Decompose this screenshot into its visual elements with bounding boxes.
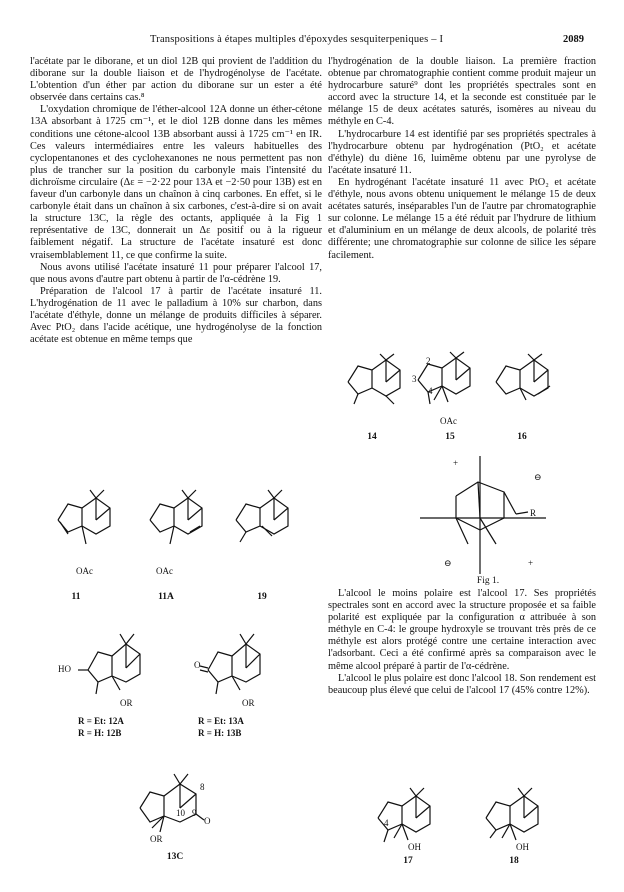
paragraph: L'alcool le plus polaire est donc l'alcool 18. Son rendement est beaucoup plus élevé que celui de l'alcool 17 (45% contre 12%).: [328, 672, 596, 696]
locant-4: 4: [384, 818, 389, 828]
structure-label: 17: [403, 856, 413, 866]
substituent-oac: OAc: [440, 416, 457, 426]
structure-18: [476, 788, 556, 848]
octant-sign: +: [528, 558, 534, 568]
page-number: 2089: [563, 34, 584, 45]
paragraph: l'hydrogénation de la double liaison. La première fraction obtenue par chromatographie contient comme produit majeur un hydrocarbure saturé⁹ dont les propriétés spectrales sont en accord avec la structure 14, et la seconde est constituée par le mélange 15 de deux acétates saturés, isomères au niveau du méthyle en C-4.: [328, 56, 596, 128]
figure-caption: Fig 1.: [476, 576, 500, 586]
running-header: [0, 34, 624, 50]
structure-label: 13C: [166, 852, 184, 862]
substituent-ho: HO: [58, 664, 71, 674]
substituent-or: OR: [150, 834, 163, 844]
octant-sign: ⊖: [444, 558, 452, 568]
locant-2: 2: [426, 356, 431, 366]
paragraph: Préparation de l'alcool 17 à partir de l'acétate insaturé 11. L'hydrogénation de 11 avec le palladium à 10% sur charbon, dans l'acétate d'éthyle, donne un mélange de produits difficiles à séparer. Avec PtO₂ dans l'acide acétique, une hydrogénolyse de la fonction acétate est obtenue en même temps que: [30, 285, 322, 346]
right-column: [328, 56, 596, 262]
structure-label: 14: [367, 432, 377, 442]
structure-label: 19: [257, 592, 267, 602]
right-column-lower: [328, 588, 596, 697]
octant-sign: +: [453, 458, 459, 468]
structure-label: R = H: 13B: [198, 728, 242, 738]
locant-9: 9: [192, 808, 197, 818]
structure-19: [226, 486, 296, 556]
paragraph: L'oxydation chromique de l'éther-alcool 12A donne un éther-cétone 13A absorbant à 1725 cm⁻¹, et le diol 12B donne dans les mêmes conditions une cétone-alcool 13B absorbant aussi à 1725 cm⁻¹ en IR. Ces valeurs intermédiaires entre les valeurs habituelles des cyclopentanones et des cyclohexanones ne nous permettent pas non plus de trancher sur la position du carbonyle mais l'intensité du dichroïsme circulaire (Δε = −2·22 pour 13A et −2·50 pour 13B) est en faveur d'un carbonyle dans un chaînon à cinq carbones. En effet, si le carbonyle était dans un chaînon à six carbones, c'est-à-dire si on avait la structure 13C, la règle des octants, appliquée à la Fig 1 représentative de 13C, donnerait un Δε positif ou à la rigueur faiblement négatif. La structure de l'acétate insaturé est donc vraisemblablement 11, ce que confirme la suite.: [30, 104, 322, 261]
structure-label: 16: [517, 432, 527, 442]
structure-label: 11: [71, 592, 81, 602]
structure-label: R = H: 12B: [78, 728, 122, 738]
carbonyl-oxygen: O: [194, 660, 201, 670]
running-title: Transpositions à étapes multiples d'époxydes sesquiterpeniques – I: [150, 34, 444, 45]
structure-14: [340, 352, 406, 412]
structure-label: 11A: [158, 592, 174, 602]
locant-4: 4: [428, 386, 433, 396]
paragraph: L'hydrocarbure 14 est identifié par ses propriétés spectrales à l'hydrocarbure obtenu par hydrogénation (PtO₂ et acétate d'éthyle) du diène 16, luimême obtenu par une pyrolyse de l'acétate insaturé 11.: [328, 128, 596, 176]
structure-13: [194, 626, 274, 706]
paragraph: L'alcool le moins polaire est l'alcool 17. Ses propriétés spectrales sont en accord avec la structure proposée et sa faible polarité est expliquée par la configuration α attribuée à son méthyle en C-4: le groupe hydroxyle se trouvant très près de ce méthyle est alors protégé contre une certaine interaction avec l'adsorbant. Ceci a été confirmé après sa comparaison avec le même alcool préparé à partir de l'α-cédrène.: [328, 588, 596, 672]
substituent-oh: OH: [516, 842, 529, 852]
structure-12: [74, 626, 154, 706]
locant-10: 10: [176, 808, 185, 818]
structure-16: [488, 352, 558, 412]
structure-label: R = Et: 13A: [198, 716, 244, 726]
substituent-oh: OH: [408, 842, 421, 852]
structure-label: R = Et: 12A: [78, 716, 124, 726]
paragraph: Nous avons utilisé l'acétate insaturé 11 pour préparer l'alcool 17, que nous avons d'autre part obtenu à partir de l'α-cédrène 19.: [30, 261, 322, 285]
structure-label: 15: [445, 432, 455, 442]
locant-3: 3: [412, 374, 417, 384]
r-group-label: R: [530, 508, 537, 518]
structure-11a: [140, 486, 210, 556]
octant-sign: ⊖: [534, 472, 542, 482]
substituent-or: OR: [120, 698, 133, 708]
substituent-oac: OAc: [76, 566, 93, 576]
structure-label: 18: [509, 856, 519, 866]
structure-13c: [126, 768, 216, 848]
structure-15: [408, 352, 478, 412]
left-column: [30, 56, 322, 346]
locant-8: 8: [200, 782, 205, 792]
substituent-oac: OAc: [156, 566, 173, 576]
structure-17: [368, 788, 448, 848]
substituent-or: OR: [242, 698, 255, 708]
paragraph: l'acétate par le diborane, et un diol 12B qui provient de l'addition du diborane sur la double liaison et de l'hydrogénolyse de l'acétate. L'obtention d'un éther par action du diborane sur un ester a été observée dans certains cas.⁸: [30, 56, 322, 104]
carbonyl-oxygen: O: [204, 816, 211, 826]
paragraph: En hydrogénant l'acétate insaturé 11 avec PtO₂ et acétate d'éthyle, nous avons obtenu uniquement le mélange 15 de deux acétates saturés, inséparables l'un de l'autre par chromatographie sur colonne. Le mélange 15 a été réduit par l'hydrure de lithium et d'aluminium en un mélange de deux alcools, de polarité très différente; une chromatographie sur colonne de silice les sépare facilement.: [328, 176, 596, 261]
structure-11: [48, 486, 118, 556]
